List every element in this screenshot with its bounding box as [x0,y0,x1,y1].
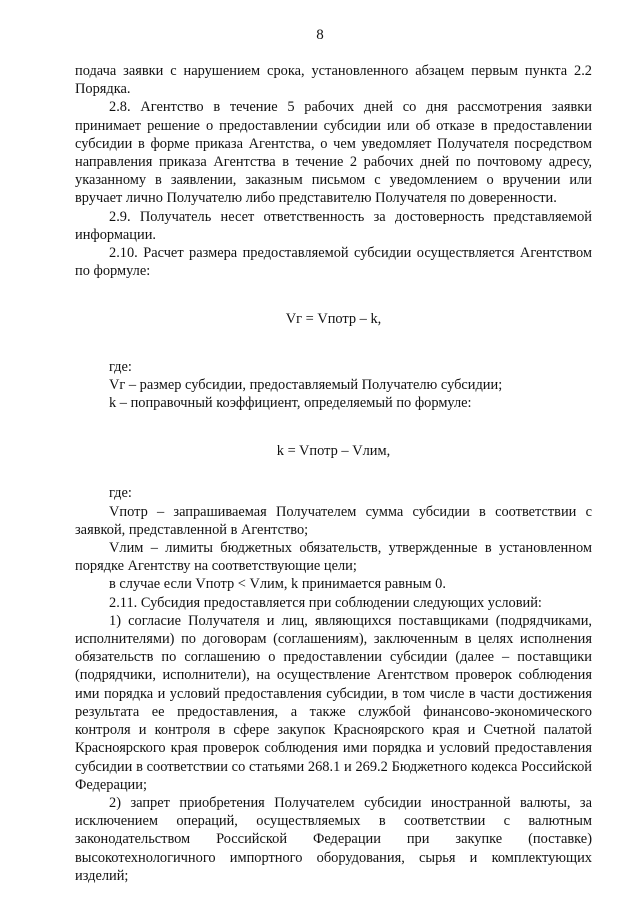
definition-condition: в случае если Vпотр < Vлим, k принимается равным 0. [109,576,446,593]
where-label-1: где: [109,358,132,375]
definition-vpotr: Vпотр – запрашиваемая Получателем сумма субсидии в соответствии с заявкой, представленной в Агентство; [75,503,592,538]
paragraph-continuation: подача заявки с нарушением срока, установленного абзацем первым пункта 2.2 Порядка. [75,63,592,98]
definition-vlim: Vлим – лимиты бюджетных обязательств, утвержденные в установленном порядке Агентству на соответствующие цели; [75,540,592,575]
condition-2: 2) запрет приобретения Получателем субсидии иностранной валюты, за исключением операций, осуществляемых в соответствии с валютным законодательством Российской Федерации при закупке (поставке) высокотехнологичного импортного оборудования, сырья и комплектующих изделий; [75,794,592,884]
condition-1: 1) согласие Получателя и лиц, являющихся поставщиками (подрядчиками, исполнителями) по договорам (соглашениям), заключенным в целях исполнения обязательств по соглашению о предоставлении субсидии (далее – поставщики (подрядчики, исполнители), на осуществление Агентством проверок соблюдения ими порядка и условий предоставления субсидии, в том числе в части достижения результата ее предоставления, а также службой финансово-экономического контроля и контроля в сфере закупок Красноярского края и Счетной палатой Красноярского края проверок соблюдения ими порядка и условий предоставления субсидии в соответствии со статьями 268.1 и 269.2 Бюджетного кодекса Российской Федерации; [75,612,592,793]
formula-coefficient: k = Vпотр – Vлим, [276,443,391,460]
where-label-2: где: [109,485,132,502]
paragraph-2-10: 2.10. Расчет размера предоставляемой субсидии осуществляется Агентством по формуле: [75,245,592,280]
definition-vg: Vг – размер субсидии, предоставляемый Получателю субсидии; [109,376,503,393]
document-body [75,62,592,885]
formula-subsidy: Vг = Vпотр – k, [285,311,382,328]
paragraph-2-11: 2.11. Субсидия предоставляется при соблюдении следующих условий: [109,594,542,611]
paragraph-2-9: 2.9. Получатель несет ответственность за достоверность представляемой информации. [75,208,592,243]
definition-k: k – поправочный коэффициент, определяемый по формуле: [109,395,472,412]
paragraph-2-8: 2.8. Агентство в течение 5 рабочих дней со дня рассмотрения заявки принимает решение о предоставлении субсидии или об отказе в предоставлении субсидии в форме приказа Агентства, о чем уведомляет Получателя посредством направления приказа Агентства в течение 2 рабочих дней по почтовому адресу, указанному в заявлении, заказным письмом с уведомлением о вручении или вручает лично Получателю либо представителю Получателя по доверенности. [75,99,592,207]
page-number: 8 [316,27,324,43]
